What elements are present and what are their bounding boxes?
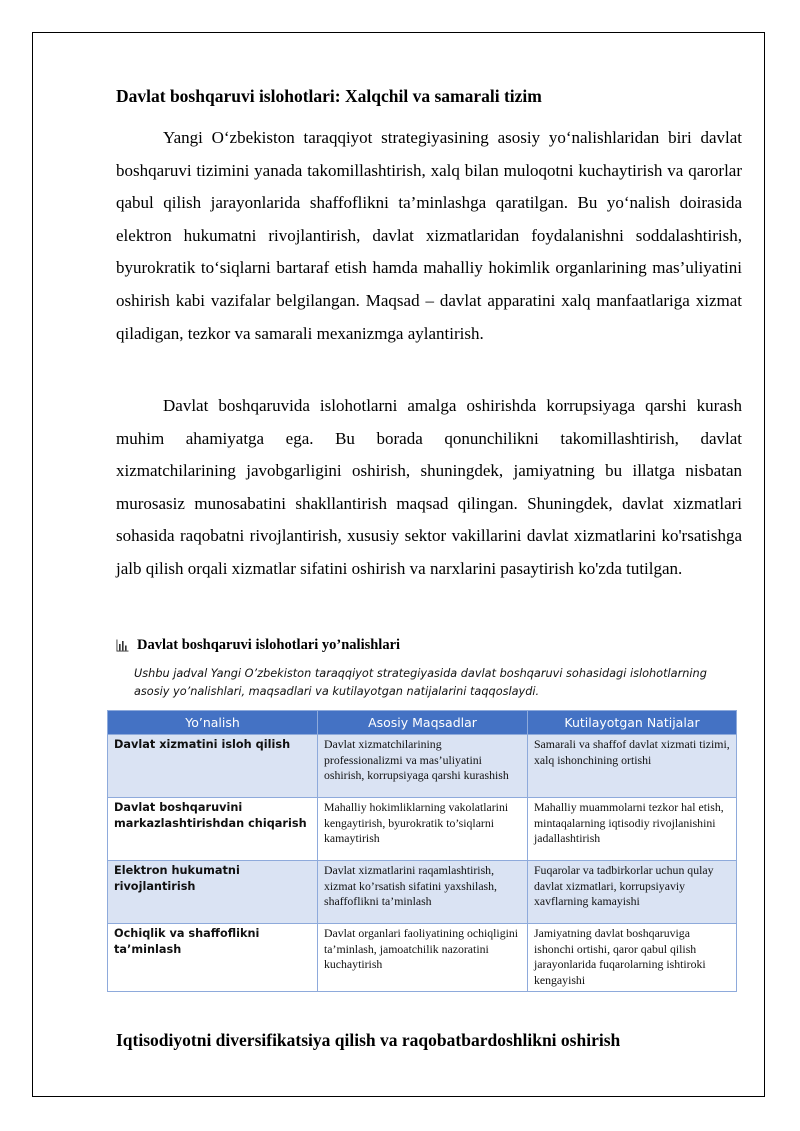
table-cell: Davlat xizmatlarini raqamlashtirish, xizmat ko’rsatish sifatini yaxshilash, shaffoflikni ta’minlash	[318, 861, 528, 924]
reform-directions-table	[107, 710, 737, 992]
table-cell: Davlat boshqaruvini markazlashtirishdan chiqarish	[108, 798, 318, 861]
paragraph-1: Yangi O‘zbekiston taraqqiyot strategiyasining asosiy yo‘nalishlaridan biri davlat boshqaruvi tizimini yanada takomillashtirish, xalq bilan muloqotni kuchaytirish va qarorlar qabul qilish jarayonlarida shaffoflikni ta’minlashga qaratilgan. Bu yo‘nalish doirasida elektron hukumatni rivojlantirish, davlat xizmatlaridan foydalanishni soddalashtirish, byurokratik to‘siqlarni bartaraf etish hamda mahalliy hokimlik organlarining mas’uliyatini oshirish kabi vazifalar belgilangan. Maqsad – davlat apparatini xalq manfaatlariga xizmat qiladigan, tezkor va samarali mexanizmga aylantirish.	[116, 128, 742, 343]
table-cell: Davlat xizmatini isloh qilish	[108, 735, 318, 798]
bar-chart-icon	[116, 639, 129, 652]
table-title	[116, 637, 400, 654]
column-header: Asosiy Maqsadlar	[318, 711, 528, 735]
table-cell: Mahalliy hokimliklarning vakolatlarini kengaytirish, byurokratik to’siqlarni kamaytirish	[318, 798, 528, 861]
table-cell: Ochiqlik va shaffoflikni ta’minlash	[108, 924, 318, 992]
section-heading: Davlat boshqaruvi islohotlari: Xalqchil va samarali tizim	[116, 86, 542, 106]
table-caption: Ushbu jadval Yangi O’zbekiston taraqqiyot strategiyasida davlat boshqaruvi sohasidagi islohotlarning asosiy yo’nalishlari, maqsadlari va kutilayotgan natijalarini taqqoslaydi.	[134, 667, 707, 698]
table-row	[108, 924, 737, 992]
table-cell: Jamiyatning davlat boshqaruviga ishonchi ortishi, qaror qabul qilish jarayonlarida fuqarolarning ishtiroki kengayishi	[528, 924, 737, 992]
table-cell: Elektron hukumatni rivojlantirish	[108, 861, 318, 924]
paragraph-2: Davlat boshqaruvida islohotlarni amalga oshirishda korrupsiyaga qarshi kurash muhim ahamiyatga ega. Bu borada qonunchilikni takomillashtirish, davlat xizmatchilarining javobgarligini oshirish, shuningdek, jamiyatning bu illatga nisbatan murosasiz munosabatini shakllantirish maqsad qilingan. Shuningdek, davlat xizmatlari sohasida raqobatni rivojlantirish, xususiy sektor vakillarini davlat xizmatlarini ko'rsatishga jalb qilish orqali xizmatlar sifatini oshirish va narxlarini pasaytirish ko'zda tutilgan.	[116, 396, 742, 578]
table-cell: Samarali va shaffof davlat xizmati tizimi, xalq ishonchining ortishi	[528, 735, 737, 798]
table-cell: Fuqarolar va tadbirkorlar uchun qulay davlat xizmatlari, korrupsiyaviy xavflarning kamayishi	[528, 861, 737, 924]
table-cell: Davlat organlari faoliyatining ochiqligini ta’minlash, jamoatchilik nazoratini kuchaytirish	[318, 924, 528, 992]
table-header-row	[108, 711, 737, 735]
table-title-text: Davlat boshqaruvi islohotlari yo’nalishlari	[137, 637, 401, 653]
table-cell: Mahalliy muammolarni tezkor hal etish, mintaqalarning iqtisodiy rivojlanishini jadallashtirish	[528, 798, 737, 861]
table-row	[108, 798, 737, 861]
table-row	[108, 861, 737, 924]
table-row	[108, 735, 737, 798]
table-cell: Davlat xizmatchilarining professionalizmi va mas’uliyatini oshirish, korrupsiyaga qarshi kurashish	[318, 735, 528, 798]
column-header: Kutilayotgan Natijalar	[528, 711, 737, 735]
column-header: Yo’nalish	[108, 711, 318, 735]
next-section-heading: Iqtisodiyotni diversifikatsiya qilish va raqobatbardoshlikni oshirish	[116, 1030, 621, 1050]
